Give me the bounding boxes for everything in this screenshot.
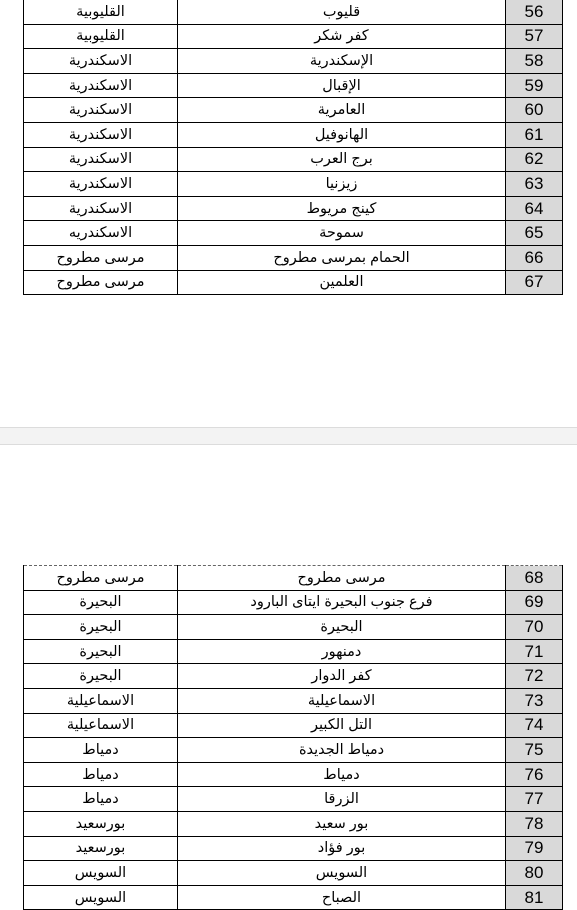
governorate-cell: مرسى مطروح [24,566,178,591]
row-number-cell: 70 [506,615,563,640]
governorate-cell: الاسكندرية [24,122,178,147]
governorate-cell: دمياط [24,762,178,787]
governorate-cell: الاسكندرية [24,98,178,123]
city-cell: العلمين [178,270,506,295]
governorate-cell: القليوبية [24,0,178,24]
city-cell: الاسماعيلية [178,688,506,713]
city-cell: التل الكبير [178,713,506,738]
governorate-cell: الاسكندرية [24,147,178,172]
table-row [24,615,563,640]
city-cell: مرسى مطروح [178,566,506,591]
row-number-cell: 63 [506,172,563,197]
table-row [24,738,563,763]
table-row [24,221,563,246]
governorate-cell: الاسكندرية [24,49,178,74]
governorate-cell: القليوبية [24,24,178,49]
governorate-cell: مرسى مطروح [24,270,178,295]
table-row [24,639,563,664]
city-cell: السويس [178,861,506,886]
city-cell: الإسكندرية [178,49,506,74]
governorate-cell: البحيرة [24,615,178,640]
table-row [24,836,563,861]
table-row [24,270,563,295]
table-row [24,147,563,172]
row-number-cell: 57 [506,24,563,49]
row-number-cell: 61 [506,122,563,147]
city-cell: قليوب [178,0,506,24]
table-row [24,787,563,812]
table-row [24,566,563,591]
page-break-gap [0,427,577,445]
table-row [24,196,563,221]
governorate-cell: الاسكندرية [24,196,178,221]
governorate-cell: بورسعيد [24,836,178,861]
table-row [24,73,563,98]
row-number-cell: 73 [506,688,563,713]
governorate-cell: الاسكندرية [24,172,178,197]
row-number-cell: 66 [506,245,563,270]
city-cell: الزرقا [178,787,506,812]
branches-table-bottom [23,565,563,910]
table-row [24,245,563,270]
table-row [24,688,563,713]
table-body [24,0,563,295]
city-cell: فرع جنوب البحيرة ايتاى البارود [178,590,506,615]
city-cell: الهانوفيل [178,122,506,147]
city-cell: كفر شكر [178,24,506,49]
city-cell: بور فؤاد [178,836,506,861]
table-row [24,0,563,24]
table-row [24,98,563,123]
row-number-cell: 56 [506,0,563,24]
city-cell: العامرية [178,98,506,123]
governorate-cell: السويس [24,861,178,886]
table-body [24,566,563,910]
governorate-cell: بورسعيد [24,811,178,836]
row-number-cell: 58 [506,49,563,74]
city-cell: كينج مريوط [178,196,506,221]
city-cell: دمياط الجديدة [178,738,506,763]
row-number-cell: 79 [506,836,563,861]
city-cell: البحيرة [178,615,506,640]
table-row [24,861,563,886]
row-number-cell: 78 [506,811,563,836]
row-number-cell: 71 [506,639,563,664]
governorate-cell: البحيرة [24,590,178,615]
city-cell: سموحة [178,221,506,246]
table-row [24,885,563,910]
row-number-cell: 80 [506,861,563,886]
table-row [24,713,563,738]
row-number-cell: 65 [506,221,563,246]
city-cell: الإقبال [178,73,506,98]
row-number-cell: 76 [506,762,563,787]
governorate-cell: الاسكندريه [24,221,178,246]
city-cell: كفر الدوار [178,664,506,689]
table-row [24,49,563,74]
governorate-cell: البحيرة [24,664,178,689]
row-number-cell: 75 [506,738,563,763]
governorate-cell: دمياط [24,738,178,763]
governorate-cell: مرسى مطروح [24,245,178,270]
branches-table-top [23,0,563,295]
table-row [24,122,563,147]
table-row [24,811,563,836]
row-number-cell: 81 [506,885,563,910]
governorate-cell: البحيرة [24,639,178,664]
city-cell: دمنهور [178,639,506,664]
governorate-cell: دمياط [24,787,178,812]
row-number-cell: 72 [506,664,563,689]
table-row [24,590,563,615]
city-cell: بور سعيد [178,811,506,836]
city-cell: زيزنيا [178,172,506,197]
row-number-cell: 64 [506,196,563,221]
governorate-cell: السويس [24,885,178,910]
city-cell: دمياط [178,762,506,787]
document-page-top [0,0,577,427]
row-number-cell: 67 [506,270,563,295]
row-number-cell: 59 [506,73,563,98]
city-cell: برج العرب [178,147,506,172]
row-number-cell: 68 [506,566,563,591]
row-number-cell: 74 [506,713,563,738]
row-number-cell: 69 [506,590,563,615]
city-cell: الحمام بمرسى مطروح [178,245,506,270]
table-row [24,762,563,787]
table-row [24,664,563,689]
table-row [24,172,563,197]
city-cell: الصباح [178,885,506,910]
row-number-cell: 62 [506,147,563,172]
governorate-cell: الاسكندرية [24,73,178,98]
governorate-cell: الاسماعيلية [24,688,178,713]
document-page-bottom [0,445,577,910]
row-number-cell: 60 [506,98,563,123]
row-number-cell: 77 [506,787,563,812]
table-row [24,24,563,49]
governorate-cell: الاسماعيلية [24,713,178,738]
